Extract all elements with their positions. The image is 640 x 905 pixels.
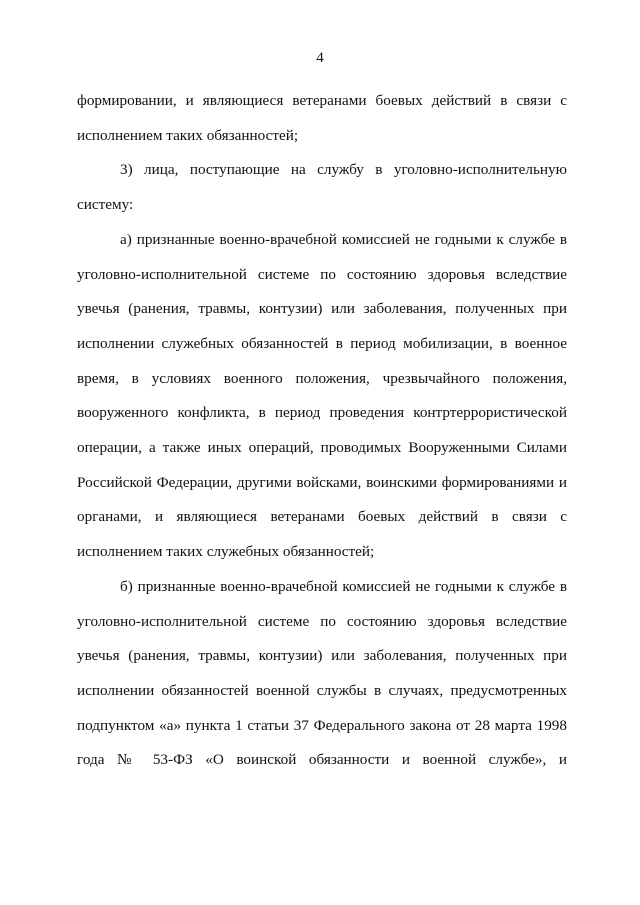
paragraph-subitem-b: б) признанные военно-врачебной комиссией не годными к службе в уголовно-исполнительной системе по состоянию здоровья вследствие увечья (ранения, травмы, контузии) или заболевания, полученных при исполнении обязанностей военной службы в случаях, предусмотренных подпунктом «а» пункта 1 статьи 37 Федерального закона от 28 марта 1998 года № 53-ФЗ «О воинской обязанности и военной службе», и (77, 577, 567, 769)
page-number: 4 (316, 50, 324, 66)
paragraph-subitem-a: а) признанные военно-врачебной комиссией не годными к службе в уголовно-исполнительной системе по состоянию здоровья вследствие увечья (ранения, травмы, контузии) или заболевания, полученных при исполнении служебных обязанностей в период мобилизации, в военное время, в условиях военного положения, чрезвычайного положения, вооруженного конфликта, в период проведения контртеррористической операции, а также иных операций, проводимых Вооруженными Силами Российской Федерации, другими войсками, воинскими формированиями и органами, и являющиеся ветеранами боевых действий в связи с исполнением таких служебных обязанностей; (77, 230, 567, 561)
document-body (77, 84, 567, 778)
paragraph-continuation: формировании, и являющиеся ветеранами боевых действий в связи с исполнением таких обязанностей; (77, 92, 567, 144)
paragraph-item-3: 3) лица, поступающие на службу в уголовно-исполнительную систему: (77, 161, 567, 214)
